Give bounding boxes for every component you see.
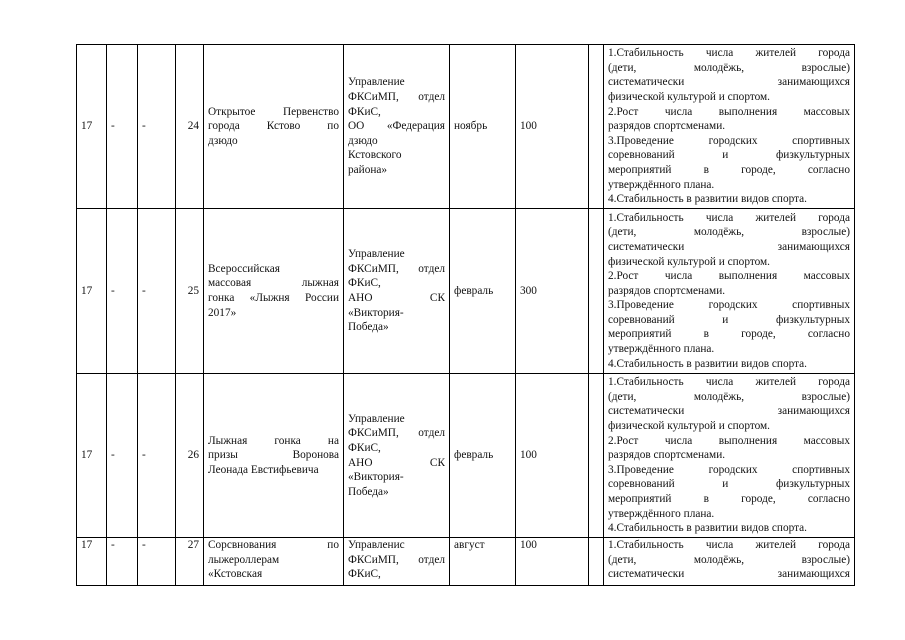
result-line: разрядов спортсменами. <box>608 120 726 133</box>
event-name-line: гонка «Лыжня России <box>208 292 339 304</box>
organizer-cell <box>344 538 450 586</box>
result-line: физической культурой и спортом. <box>608 255 771 268</box>
result-line: систематически занимающихся <box>608 405 850 418</box>
event-name-line: призы Воронова <box>208 449 339 462</box>
table-row <box>77 538 855 586</box>
table-row <box>77 209 855 374</box>
organizer-line: Управление <box>348 248 405 261</box>
event-name-line: Лыжная гонка на <box>208 434 339 447</box>
organizer-line: ФКиС, <box>348 105 381 118</box>
organizer-line: «Виктория- <box>348 471 404 484</box>
result-line: утверждённого плана. <box>608 507 715 520</box>
result-line: соревнований и физкультурных <box>608 313 850 326</box>
organizer-cell <box>344 209 450 374</box>
dash-cell: - <box>138 45 176 209</box>
organizer-line: Победа» <box>348 321 389 334</box>
organizer-line: ОО «Федерация <box>348 120 445 133</box>
organizer-line: ФКСиМП, отдел <box>348 91 445 104</box>
row-number-cell: 17 <box>77 538 107 586</box>
event-name-line: лыжероллерам <box>208 553 280 566</box>
result-line: утверждённого плана. <box>608 178 715 191</box>
result-line: 2.Рост числа выполнения массовых <box>608 270 850 283</box>
table-body <box>77 45 855 586</box>
empty-cell <box>589 374 604 538</box>
result-line: (дети, молодёжь, взрослые) <box>608 553 850 566</box>
empty-cell <box>589 209 604 374</box>
event-name-cell <box>204 374 344 538</box>
organizer-line: дзюдо <box>348 134 378 147</box>
month-cell: февраль <box>450 374 516 538</box>
organizer-line: Управленис <box>348 539 405 551</box>
dash-cell: - <box>107 45 138 209</box>
organizer-line: Победа» <box>348 485 389 498</box>
event-name-line: города Кстово по <box>208 120 339 133</box>
result-line: 1.Стабильность числа жителей города <box>608 539 850 551</box>
event-index-cell: 24 <box>176 45 204 209</box>
organizer-line: ФКСиМП, отдел <box>348 262 445 275</box>
event-name-cell <box>204 45 344 209</box>
expected-results-cell <box>604 538 855 586</box>
result-line: разрядов спортсменами. <box>608 449 726 462</box>
organizer-cell <box>344 45 450 209</box>
result-line: систематически занимающихся <box>608 76 850 89</box>
event-index-cell: 25 <box>176 209 204 374</box>
result-line: 4.Стабильность в развитии видов спорта. <box>608 357 808 370</box>
result-line: 4.Стабильность в развитии видов спорта. <box>608 193 808 206</box>
event-name-cell <box>204 209 344 374</box>
expected-results-cell <box>604 374 855 538</box>
dash-cell: - <box>138 374 176 538</box>
table-row <box>77 45 855 209</box>
organizer-line: ФКиС, <box>348 441 381 454</box>
result-line: 4.Стабильность в развитии видов спорта. <box>608 522 808 535</box>
organizer-line: ФКСиМП, отдел <box>348 553 445 566</box>
event-name-line: Леонада Евстифьевича <box>208 463 319 476</box>
month-cell: февраль <box>450 209 516 374</box>
event-name-line: Открытое Первенство <box>208 105 339 118</box>
empty-cell <box>589 45 604 209</box>
empty-cell <box>589 538 604 586</box>
row-number-cell: 17 <box>77 45 107 209</box>
organizer-cell <box>344 374 450 538</box>
expected-results-cell <box>604 45 855 209</box>
organizer-line: ФКиС, <box>348 568 381 581</box>
organizer-line: АНО СК <box>348 292 445 304</box>
result-line: мероприятий в городе, согласно <box>608 328 850 341</box>
result-line: (дети, молодёжь, взрослые) <box>608 226 850 239</box>
result-line: 1.Стабильность числа жителей города <box>608 211 850 224</box>
event-name-cell <box>204 538 344 586</box>
event-name-line: 2017» <box>208 306 237 319</box>
month-cell: ноябрь <box>450 45 516 209</box>
result-line: 3.Проведение городских спортивных <box>608 134 850 147</box>
event-name-line: «Кстовская <box>208 568 263 581</box>
row-number-cell: 17 <box>77 209 107 374</box>
expected-results-cell <box>604 209 855 374</box>
dash-cell: - <box>107 538 138 586</box>
result-line: 3.Проведение городских спортивных <box>608 299 850 312</box>
organizer-line: ФКСиМП, отдел <box>348 427 445 440</box>
result-line: физической культурой и спортом. <box>608 91 771 104</box>
result-line: 1.Стабильность числа жителей города <box>608 47 850 60</box>
month-cell: август <box>450 538 516 586</box>
dash-cell: - <box>138 538 176 586</box>
row-number-cell: 17 <box>77 374 107 538</box>
event-index-cell: 27 <box>176 538 204 586</box>
dash-cell: - <box>138 209 176 374</box>
result-line: мероприятий в городе, согласно <box>608 492 850 505</box>
organizer-line: ФКиС, <box>348 277 381 290</box>
participants-cell: 100 <box>516 538 589 586</box>
result-line: систематически занимающихся <box>608 568 850 581</box>
result-line: соревнований и физкультурных <box>608 149 850 162</box>
result-line: (дети, молодёжь, взрослые) <box>608 61 850 74</box>
organizer-line: «Виктория- <box>348 306 404 319</box>
participants-cell: 300 <box>516 209 589 374</box>
dash-cell: - <box>107 374 138 538</box>
event-index-cell: 26 <box>176 374 204 538</box>
organizer-line: Кстовского <box>348 149 402 162</box>
participants-cell: 100 <box>516 374 589 538</box>
organizer-line: Управление <box>348 412 405 425</box>
result-line: 2.Рост числа выполнения массовых <box>608 434 850 447</box>
organizer-line: Управление <box>348 76 405 89</box>
result-line: утверждённого плана. <box>608 343 715 356</box>
result-line: разрядов спортсменами. <box>608 284 726 297</box>
result-line: физической культурой и спортом. <box>608 420 771 433</box>
result-line: 1.Стабильность числа жителей города <box>608 376 850 389</box>
result-line: 3.Проведение городских спортивных <box>608 463 850 476</box>
event-name-line: дзюдо <box>208 134 238 147</box>
event-name-line: Всероссийская <box>208 262 280 275</box>
event-name-line: массовая лыжная <box>208 277 339 290</box>
organizer-line: района» <box>348 163 388 176</box>
result-line: 2.Рост числа выполнения массовых <box>608 105 850 118</box>
event-name-line: Сорсвнования по <box>208 539 339 551</box>
organizer-line: АНО СК <box>348 456 445 469</box>
dash-cell: - <box>107 209 138 374</box>
events-table <box>76 44 855 586</box>
result-line: соревнований и физкультурных <box>608 478 850 491</box>
table-row <box>77 374 855 538</box>
result-line: систематически занимающихся <box>608 240 850 253</box>
result-line: (дети, молодёжь, взрослые) <box>608 390 850 403</box>
participants-cell: 100 <box>516 45 589 209</box>
result-line: мероприятий в городе, согласно <box>608 163 850 176</box>
